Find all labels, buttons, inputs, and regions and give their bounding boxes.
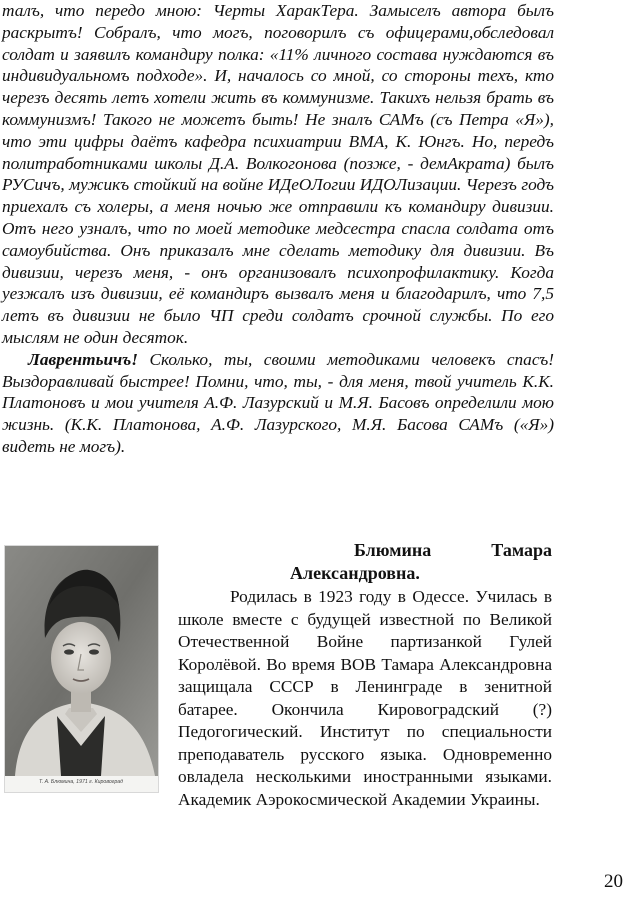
paragraph-continuation: талъ, что передо мною: Черты ХаракТера. Замыселъ автора былъ раскрытъ! Собралъ, что могъ, поговорилъ съ офицерами,обследовал солдат и заявилъ командиру полка: «11% личного состава нуждаются въ индивидуальномъ подходе». И, началось со мной, со стороны техъ, кто черезъ десять летъ хотели жить въ коммунизме. Такихъ нельзя брать въ коммунизмъ! Такого не можетъ быть! Не зналъ САМъ (съ Петра «Я»), что эти цифры даётъ кафедра психиатрии ВМА, К. Юнгъ. Но, передъ политработниками школы Д.А. Волкогонова (позже, - демАкрата) былъ РУСичъ, мужикъ стойкий на войне ИДеОЛогии ИДОЛизации. Черезъ годъ приехалъ съ холеры, а меня ночью же отправили къ командиру дивизии. Отъ него узналъ, что по моей методике медсестра спасла солдата отъ самоубийства. Онъ приказалъ мне сделать методику для дивизии. Въ дивизии, черезъ меня, - онъ организовалъ психопрофилактику. Когда уезжалъ изъ дивизии, её командиръ вызвалъ меня и благодарилъ, что 7,5 летъ въ дивизии не было ЧП среди солдатъ срочной службы. По его мыслям не один десяток. <box>2 1 554 347</box>
main-text-block <box>2 0 554 458</box>
heading-firstname: Тамара <box>491 540 552 560</box>
page-number: 20 <box>604 871 623 892</box>
heading-name-line <box>228 539 552 562</box>
portrait-photo <box>4 545 159 793</box>
heading-patronymic: Александровна. <box>290 563 420 583</box>
addressee-name: Лаврентьичъ! <box>28 349 138 369</box>
heading-surname: Блюмина <box>354 540 432 560</box>
paragraph-lavrentyich <box>2 349 554 458</box>
paragraph-lavrentyich-text: Сколько, ты, своими методиками человекъ спасъ! Выздоравливай быстрее! Помни, что, ты, - для меня, твой учитель К.К. Платоновъ и мои учителя А.Ф. Лазурский и М.Я. Басовъ определили мою жизнь. (К.К. Платонова, А.Ф. Лазурского, М.Я. Басова САМъ («Я») видеть не могъ). <box>2 349 554 456</box>
photo-caption: Т. А. Блюмина, 1971 г. Кировоград <box>38 779 123 785</box>
portrait-illustration <box>5 546 158 792</box>
biography-text <box>178 586 552 811</box>
biography-heading <box>228 539 552 585</box>
biography-paragraph: Родилась в 1923 году в Одессе. Училась в школе вместе с будущей известной по Великой Отечественной Войне партизанкой Гулей Королёвой. Во время ВОВ Тамара Александровна защищала СССР в Ленинграде в зенитной батарее. Окончила Кировоградский (?) Педогогический. Институт по специальности преподаватель русского языка. Одновременно овладела несколькими иностранными языками. Академик Аэрокосмической Академии Украины. <box>178 587 552 809</box>
